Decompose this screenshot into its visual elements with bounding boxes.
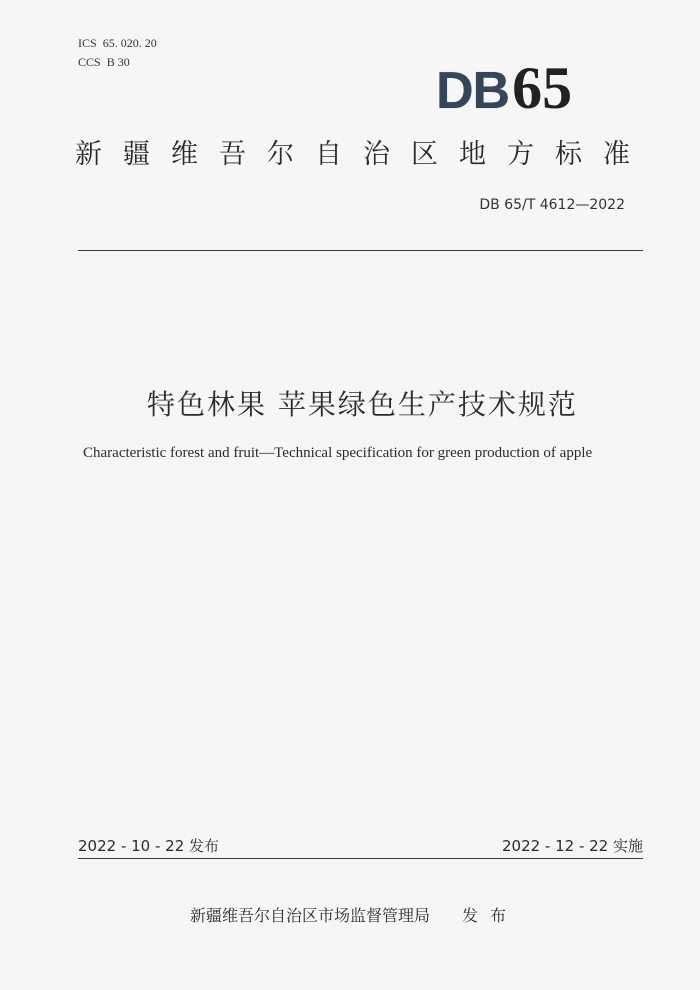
ics-label: ICS — [78, 36, 97, 50]
ccs-code: B 30 — [106, 55, 130, 69]
ccs-classification — [78, 55, 130, 69]
document-title-chinese: 特色林果 苹果绿色生产技术规范 — [147, 388, 578, 421]
top-divider — [78, 250, 643, 251]
logo-number: 65 — [512, 55, 573, 121]
document-title-english: Characteristic forest and fruit—Technical specification for green production of apple — [83, 445, 593, 461]
publish-date: 2022 - 10 - 22 发布 — [78, 837, 220, 855]
standard-category-title: 新疆维吾尔自治区地方标准 — [75, 139, 651, 170]
ccs-label: CCS — [78, 55, 101, 69]
issuing-authority-name: 新疆维吾尔自治区市场监督管理局 — [190, 906, 431, 925]
implement-date: 2022 - 12 - 22 实施 — [501, 837, 643, 855]
standard-number: DB 65/T 4612—2022 — [479, 197, 625, 213]
logo-letters: DB — [436, 62, 510, 120]
issuing-action: 发布 — [462, 906, 519, 925]
ics-classification — [78, 36, 157, 50]
db65-logo — [436, 55, 573, 121]
ics-code: 65. 020. 20 — [102, 36, 157, 50]
bottom-divider — [78, 858, 643, 859]
issuing-authority — [190, 906, 518, 926]
